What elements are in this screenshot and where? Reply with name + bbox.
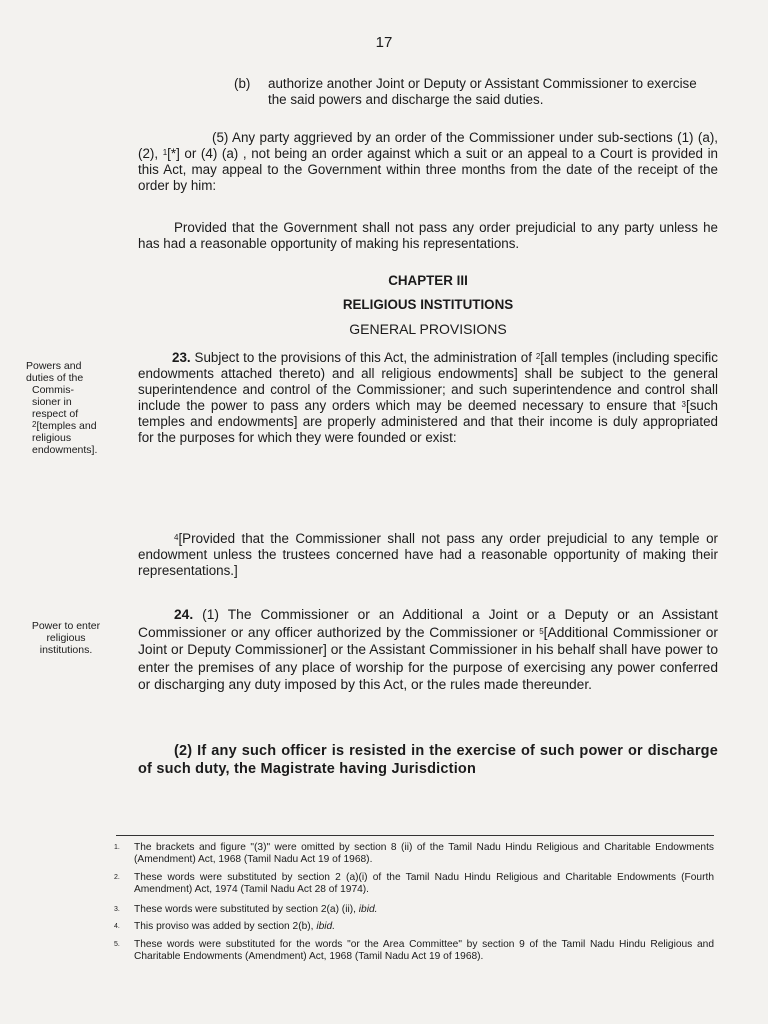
- clause-b: [234, 76, 718, 108]
- clause-b-label: (b): [234, 76, 251, 91]
- page-number: 17: [375, 34, 393, 51]
- footnote-number: 5.: [114, 941, 120, 948]
- subsection-5-post: [*] or (4) (a) , not being an order against which a suit or an appeal to a Court is provided in this Act, may appeal to the Government within three months from the date of the receipt of the order by him:: [138, 146, 718, 193]
- footnote: [114, 939, 714, 963]
- footnote: [114, 872, 714, 896]
- general-provisions-heading: GENERAL PROVISIONS: [349, 321, 507, 337]
- footnote: [114, 921, 714, 933]
- chapter-title: RELIGIOUS INSTITUTIONS: [342, 297, 514, 312]
- section-23-number: 23.: [172, 350, 191, 365]
- footnote-ref-1: 1: [162, 148, 168, 157]
- margin-note-23-line: sioner in: [32, 396, 72, 408]
- section-23-text: Subject to the provisions of this Act, the administration of: [190, 350, 536, 365]
- footnote: [114, 842, 714, 866]
- footnote-text: These words were substituted by section 2 (a)(i) of the Tamil Nadu Hindu Religious and Charitable Endowments (Fourth Amendment) Act, 1974 (Tamil Nadu Act 28 of 1974).: [134, 872, 714, 895]
- margin-note-24: [16, 620, 116, 656]
- section-24-number: 24.: [174, 607, 194, 622]
- footnote-ref-5: 5: [539, 626, 544, 636]
- section-24-text: (1) The Commissioner or an Additional a Joint or a Deputy or an Assistant Commissioner or any officer authorized by the Commissioner or: [138, 607, 718, 640]
- margin-note-23-line: [temples and: [36, 420, 97, 432]
- section-23: [138, 350, 718, 446]
- margin-note-23-line: duties of the: [26, 372, 84, 384]
- margin-note-24-line: institutions.: [39, 644, 93, 656]
- footnote-number: 3.: [114, 906, 120, 913]
- section-24-2: [138, 742, 718, 778]
- margin-note-23-sup: 2: [32, 420, 37, 429]
- margin-note-23-line: respect of: [32, 408, 79, 420]
- footnote-divider: [116, 835, 714, 836]
- footnote-number: 2.: [114, 874, 120, 881]
- footnote-text: The brackets and figure "(3)" were omitted by section 8 (ii) of the Tamil Nadu Hindu Religious and Charitable Endowments (Amendment) Act, 1968 (Tamil Nadu Act 19 of 1968).: [134, 842, 714, 865]
- margin-note-23-line: endowments].: [32, 444, 98, 456]
- section-24-text: [Additional Commissioner or Joint or Deputy Commissioner] or the Assistant Commissioner in his behalf shall have power to enter the premises of any place of worship for the purpose of exercising any power conferred or discharging any duty imposed by this Act, or the rules made thereunder.: [138, 624, 718, 692]
- proviso-government: [138, 220, 718, 252]
- section-24: [138, 606, 718, 694]
- footnote-number: 1.: [114, 844, 120, 851]
- proviso-23: [138, 531, 718, 579]
- footnote-ibid: ibid.: [358, 904, 378, 915]
- margin-note-24-line: religious: [46, 632, 86, 644]
- proviso-government-text: Provided that the Government shall not pass any order prejudicial to any party unless he has had a reasonable opportunity of making his representations.: [138, 220, 718, 251]
- margin-note-23-line: Commis-: [32, 384, 74, 396]
- footnote-ref-2: 2: [535, 352, 541, 361]
- clause-b-text: authorize another Joint or Deputy or Assistant Commissioner to exercise the said powers and discharge the said duties.: [268, 76, 697, 107]
- subsection-5-pre: (5) Any party aggrieved by an order of the Commissioner under sub-sections (1) (a), (2),: [138, 130, 718, 161]
- margin-note-23-line: Powers and: [26, 360, 82, 372]
- footnote-text: These words were substituted by section 2(a) (ii),: [134, 904, 359, 915]
- margin-note-23: [26, 360, 118, 456]
- margin-note-23-line: religious: [32, 432, 72, 444]
- footnote-ibid: ibid.: [316, 921, 336, 932]
- footnote-number: 4.: [114, 923, 120, 930]
- chapter-heading: CHAPTER III: [388, 273, 468, 288]
- section-23-text: [all temples (including specific endowments attached thereto) and all religious endowments] shall be subject to the general superintendence and control of the Commissioner; and such superintendence and control shall include the power to pass any orders which may be deemed necessary to ensure that: [138, 350, 718, 413]
- section-23-text: [such temples and endowments] are properly administered and that their income is duly appropriated for the purposes for which they were founded or exist:: [138, 398, 718, 445]
- footnote-text: These words were substituted for the words "or the Area Committee" by section 9 of the Tamil Nadu Hindu Religious and Charitable Endowments (Amendment) Act, 1968 (Tamil Nadu Act 19 of 1968).: [134, 939, 714, 962]
- margin-note-24-line: Power to enter: [31, 620, 101, 632]
- subsection-5: [138, 130, 718, 194]
- proviso-23-text: [Provided that the Commissioner shall not pass any order prejudicial to any temple or endowment unless the trustees concerned have had a reasonable opportunity of making their representations.]: [138, 531, 718, 578]
- footnote-ref-3: 3: [681, 400, 686, 409]
- footnote: [114, 904, 714, 916]
- footnote-ref-4: 4: [174, 533, 179, 542]
- footnote-text: This proviso was added by section 2(b),: [134, 921, 317, 932]
- section-24-2-text: (2) If any such officer is resisted in the exercise of such power or discharge of such duty, the Magistrate having Jurisdiction: [138, 743, 718, 777]
